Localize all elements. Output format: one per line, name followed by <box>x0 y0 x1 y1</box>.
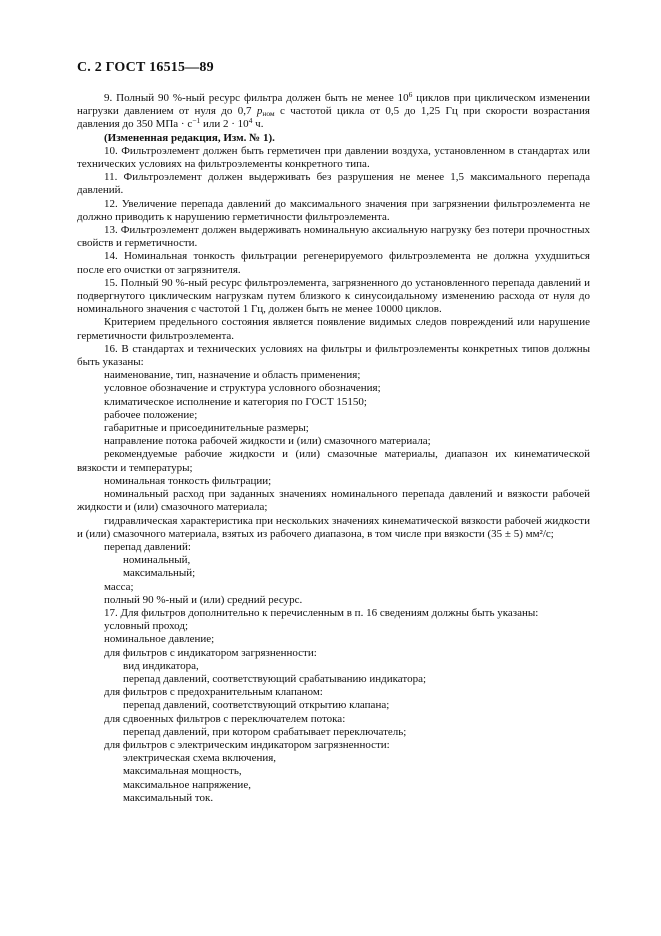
clause-9-text: 9. Полный 90 %-ный ресурс фильтра должен быть не менее 10 <box>104 92 409 104</box>
list-item: климатическое исполнение и категория по ГОСТ 15150; <box>104 395 367 408</box>
edit-note: (Измененная редакция, Изм. № 1). <box>104 131 275 144</box>
list-item: перепад давлений: <box>104 540 191 553</box>
clause-17: 17. Для фильтров дополнительно к перечисленным в п. 16 сведениям должны быть указаны: <box>104 606 539 619</box>
list-item: номинальный расход при заданных значениях номинального перепада давлений и вязкости рабочей жидкости и (или) смазочного материала; <box>77 488 590 514</box>
list-item: номинальное давление; <box>104 633 215 646</box>
list-item: масса; <box>104 580 134 593</box>
list-subitem: максимальное напряжение, <box>123 778 251 791</box>
clause-15-criterion: Критерием предельного состояния является появление видимых следов повреждений или нарушение герметичности фильтроэлемента. <box>77 316 590 342</box>
list-item: для фильтров с индикатором загрязненности: <box>104 646 317 659</box>
clause-9-text: или 2 · 10 <box>200 118 249 131</box>
list-subitem: максимальный ток. <box>123 791 214 804</box>
page-header: С. 2 ГОСТ 16515—89 <box>77 60 214 75</box>
list-subitem: вид индикатора, <box>123 659 199 672</box>
clause-9-text: с частотой цикла от 0,5 до 1,25 Гц при скорости возрастания давления до 350 МПа · с <box>77 105 590 131</box>
superscript: 4 <box>248 116 253 126</box>
list-item: для сдвоенных фильтров с переключателем потока: <box>104 712 346 725</box>
clause-9-text: ч. <box>252 118 264 131</box>
list-subitem: максимальная мощность, <box>123 765 242 778</box>
subscript: ном <box>262 109 275 119</box>
clause-12: 12. Увеличение перепада давлений до максимального значения при загрязнении фильтроэлемента не должно приводить к нарушению герметичности фильтроэлемента. <box>77 197 590 223</box>
pressure-symbol: p <box>256 105 263 118</box>
list-item: гидравлическая характеристика при нескольких значениях кинематической вязкости рабочей жидкости и (или) смазочного материала, взятых из рабочего диапазона, в том числе при вязкости (35 ± 5) мм²/с; <box>77 514 590 540</box>
clause-16: 16. В стандартах и технических условиях на фильтры и фильтроэлементы конкретных типов должны быть указаны: <box>77 342 590 369</box>
list-subitem: перепад давлений, соответствующий срабатыванию индикатора; <box>123 672 427 685</box>
list-item: рабочее положение; <box>104 408 198 421</box>
clause-13: 13. Фильтроэлемент должен выдерживать номинальную аксиальную нагрузку без потери прочностных свойств и герметичности. <box>77 224 590 250</box>
list-item: полный 90 %-ный и (или) средний ресурс. <box>104 593 303 606</box>
list-subitem: максимальный; <box>123 567 196 580</box>
clause-9 <box>77 92 590 132</box>
list-item: номинальная тонкость фильтрации; <box>104 474 272 487</box>
list-item: для фильтров с электрическим индикатором загрязненности: <box>104 738 390 751</box>
document-body <box>77 92 590 805</box>
list-subitem: номинальный, <box>123 554 191 567</box>
clause-14: 14. Номинальная тонкость фильтрации регенерируемого фильтроэлемента не должна ухудшиться после его очистки от загрязнителя. <box>77 250 590 276</box>
list-item: условный проход; <box>104 620 189 633</box>
list-subitem: перепад давлений, при котором срабатывает переключатель; <box>123 725 407 738</box>
list-subitem: перепад давлений, соответствующий открытию клапана; <box>123 699 390 712</box>
clause-10: 10. Фильтроэлемент должен быть герметичен при давлении воздуха, установленном в стандартах или технических условиях на фильтроэлементы конкретного типа. <box>77 144 590 171</box>
list-item: направление потока рабочей жидкости и (или) смазочного материала; <box>104 435 431 448</box>
clause-15: 15. Полный 90 %-ный ресурс фильтроэлемента, загрязненного до установленного перепада давлений и подвергнутого циклическим нагрузкам путем близкого к синусоидальному изменению расхода от нуля до номинального значения с частотой 1 Гц, должен быть не менее 10000 циклов. <box>77 276 590 316</box>
clause-11: 11. Фильтроэлемент должен выдерживать без разрушения не менее 1,5 максимального перепада давлений. <box>77 171 590 197</box>
superscript: 6 <box>408 90 413 99</box>
superscript: −1 <box>192 116 201 126</box>
list-item: для фильтров с предохранительным клапаном: <box>104 686 323 699</box>
list-item: условное обозначение и структура условного обозначения; <box>104 382 381 395</box>
list-item: рекомендуемые рабочие жидкости и (или) смазочные материалы, диапазон их кинематической вязкости и температуры; <box>77 448 590 474</box>
list-item: габаритные и присоединительные размеры; <box>104 422 309 435</box>
list-item: наименование, тип, назначение и область применения; <box>104 369 361 382</box>
list-subitem: электрическая схема включения, <box>123 752 277 765</box>
clause-9-text: циклов при циклическом изменении нагрузки давлением от нуля до 0,7 <box>77 92 590 118</box>
